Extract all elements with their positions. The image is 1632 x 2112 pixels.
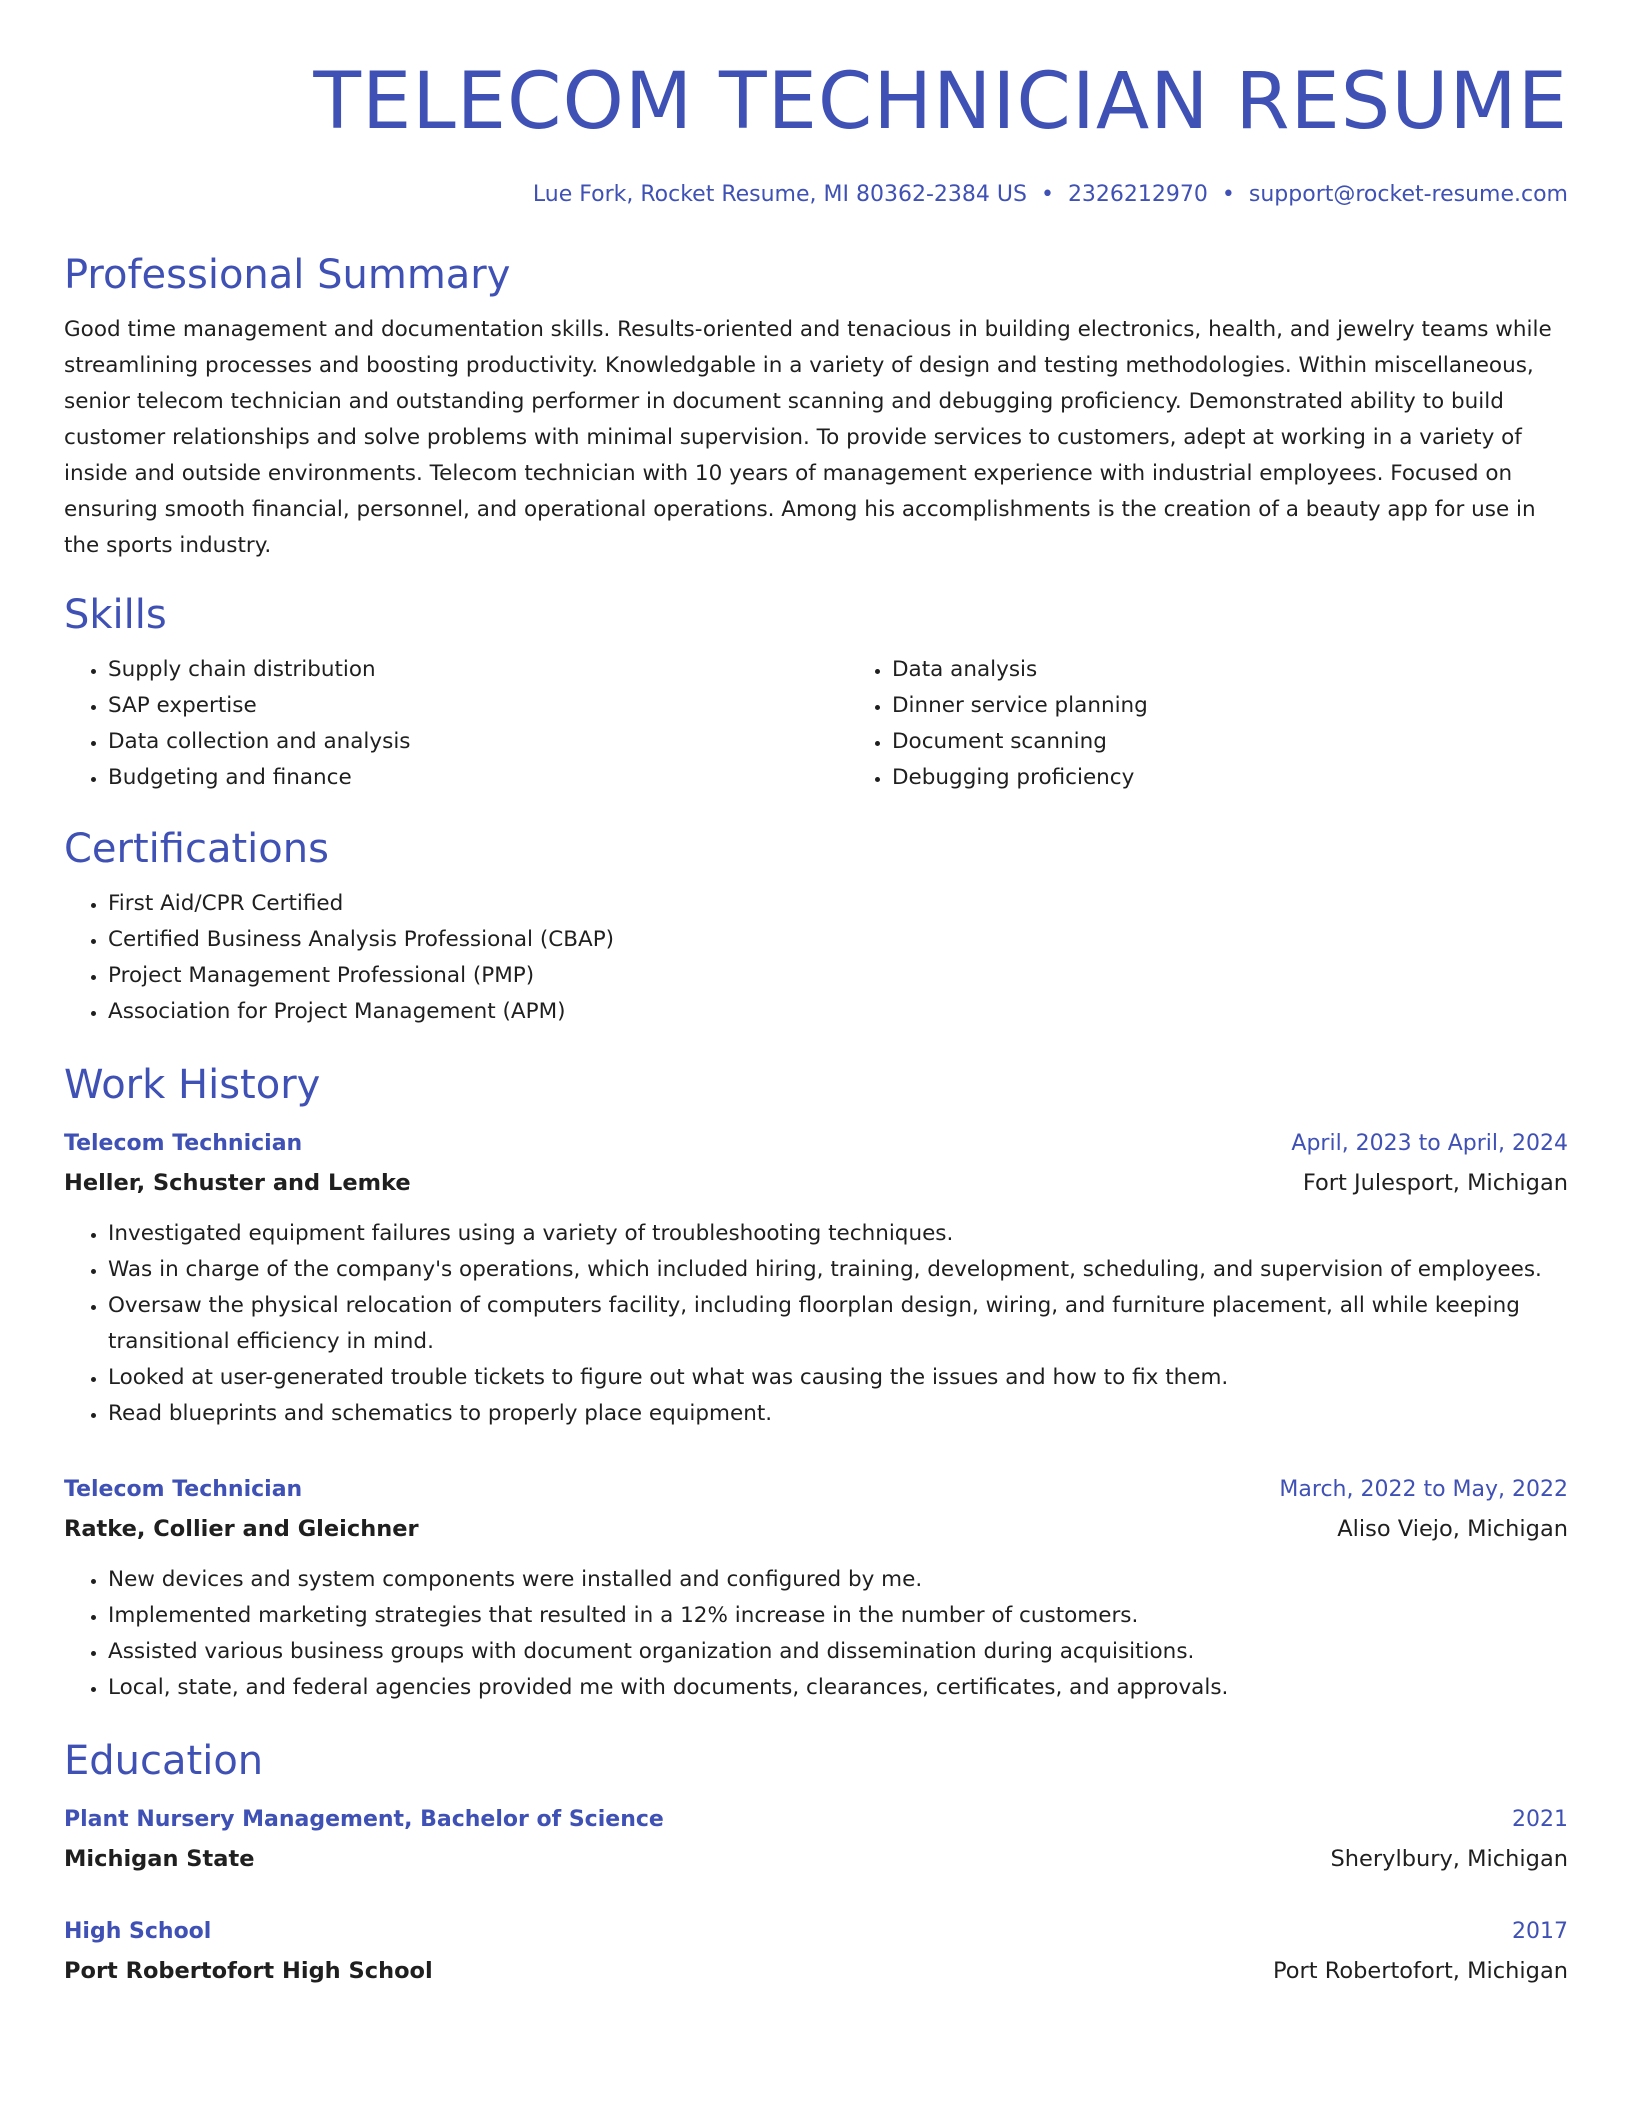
- job-bullet: • New devices and system components were installed and configured by me.: [108, 1562, 1568, 1598]
- summary-section: [64, 250, 1568, 564]
- job-entry: [64, 1470, 1568, 1706]
- resume-title: TELECOM TECHNICIAN RESUME: [313, 57, 1568, 147]
- skill-item: • Budgeting and finance: [108, 760, 848, 796]
- education-degree-row: [64, 1912, 1568, 1952]
- education-degree: High School: [64, 1919, 212, 1944]
- job-bullets: [64, 1562, 1568, 1706]
- skill-item: • Supply chain distribution: [108, 652, 848, 688]
- education-heading: Education: [64, 1738, 264, 1784]
- work-history-section: [64, 1060, 1568, 1706]
- contact-line: [64, 180, 1568, 210]
- skill-item: • Debugging proficiency: [892, 760, 1632, 796]
- skill-item: • SAP expertise: [108, 688, 848, 724]
- skills-list-right: [848, 652, 1632, 796]
- certification-item: • Project Management Professional (PMP): [108, 958, 1568, 994]
- job-company-row: [64, 1510, 1568, 1548]
- work-history-heading: Work History: [64, 1062, 321, 1108]
- resume-header: [64, 0, 1568, 210]
- job-title-row: [64, 1470, 1568, 1510]
- skill-item: • Data collection and analysis: [108, 724, 848, 760]
- job-title-row: [64, 1124, 1568, 1164]
- job-dates: March, 2022 to May, 2022: [1279, 1477, 1568, 1502]
- skill-item: • Data analysis: [892, 652, 1632, 688]
- bullet-separator: •: [1040, 182, 1054, 207]
- job-bullet: • Assisted various business groups with document organization and dissemination during acquisitions.: [108, 1634, 1568, 1670]
- education-location: Port Robertofort, Michigan: [1272, 1958, 1568, 1984]
- skills-section: [64, 590, 1568, 796]
- education-school-row: [64, 1952, 1568, 1990]
- education-school: Port Robertofort High School: [64, 1958, 433, 1984]
- education-degree-row: [64, 1800, 1568, 1840]
- certifications-section: [64, 824, 1568, 1030]
- job-bullet: • Implemented marketing strategies that resulted in a 12% increase in the number of customers.: [108, 1598, 1568, 1634]
- contact-address: Lue Fork, Rocket Resume, MI 80362-2384 US: [532, 182, 1027, 207]
- job-dates: April, 2023 to April, 2024: [1291, 1131, 1568, 1156]
- job-bullet: • Looked at user-generated trouble tickets to figure out what was causing the issues and how to fix them.: [108, 1360, 1568, 1396]
- contact-phone: 2326212970: [1067, 182, 1208, 207]
- job-location: Fort Julesport, Michigan: [1302, 1170, 1568, 1196]
- job-role: Telecom Technician: [64, 1477, 303, 1502]
- job-bullet: • Was in charge of the company's operations, which included hiring, training, development, scheduling, and supervision of employees.: [108, 1252, 1568, 1288]
- job-company: Heller, Schuster and Lemke: [64, 1170, 411, 1196]
- job-bullet: • Investigated equipment failures using a variety of troubleshooting techniques.: [108, 1216, 1568, 1252]
- education-school: Michigan State: [64, 1846, 255, 1872]
- summary-heading: Professional Summary: [64, 252, 511, 298]
- education-school-row: [64, 1840, 1568, 1878]
- certifications-list: [64, 886, 1568, 1030]
- job-bullet: • Local, state, and federal agencies provided me with documents, clearances, certificates, and approvals.: [108, 1670, 1568, 1706]
- education-entry: [64, 1800, 1568, 1878]
- skills-list-left: [64, 652, 848, 796]
- education-location: Sherylbury, Michigan: [1330, 1846, 1568, 1872]
- certification-item: • Certified Business Analysis Professional (CBAP): [108, 922, 1568, 958]
- education-degree: Plant Nursery Management, Bachelor of Science: [64, 1807, 664, 1832]
- education-year: 2017: [1512, 1919, 1568, 1944]
- certification-item: • Association for Project Management (APM): [108, 994, 1568, 1030]
- bullet-separator: •: [1221, 182, 1235, 207]
- education-year: 2021: [1512, 1807, 1568, 1832]
- skills-grid: [64, 652, 1568, 796]
- certifications-heading: Certifications: [64, 826, 329, 872]
- job-bullet: • Oversaw the physical relocation of computers facility, including floorplan design, wiring, and furniture placement, all while keeping transitional efficiency in mind.: [108, 1288, 1568, 1360]
- job-company-row: [64, 1164, 1568, 1202]
- summary-text: Good time management and documentation skills. Results-oriented and tenacious in building electronics, health, and jewelry teams while streamlining processes and boosting productivity. Knowledgable in a variety of design and testing methodologies. Within miscellaneous, senior telecom technician and outstanding performer in document scanning and debugging proficiency. Demonstrated ability to build customer relationships and solve problems with minimal supervision. To provide services to customers, adept at working in a variety of inside and outside environments. Telecom technician with 10 years of management experience with industrial employees. Focused on ensuring smooth financial, personnel, and operational operations. Among his accomplishments is the creation of a beauty app for use in the sports industry.: [64, 317, 1552, 558]
- job-location: Aliso Viejo, Michigan: [1337, 1516, 1568, 1542]
- job-role: Telecom Technician: [64, 1131, 303, 1156]
- skills-heading: Skills: [64, 592, 167, 638]
- education-entry: [64, 1912, 1568, 1990]
- job-entry: [64, 1124, 1568, 1432]
- contact-email: support@rocket-resume.com: [1248, 182, 1568, 207]
- skill-item: • Dinner service planning: [892, 688, 1632, 724]
- certification-item: • First Aid/CPR Certified: [108, 886, 1568, 922]
- education-section: [64, 1736, 1568, 1990]
- job-company: Ratke, Collier and Gleichner: [64, 1516, 419, 1542]
- skill-item: • Document scanning: [892, 724, 1632, 760]
- job-bullets: [64, 1216, 1568, 1432]
- job-bullet: • Read blueprints and schematics to properly place equipment.: [108, 1396, 1568, 1432]
